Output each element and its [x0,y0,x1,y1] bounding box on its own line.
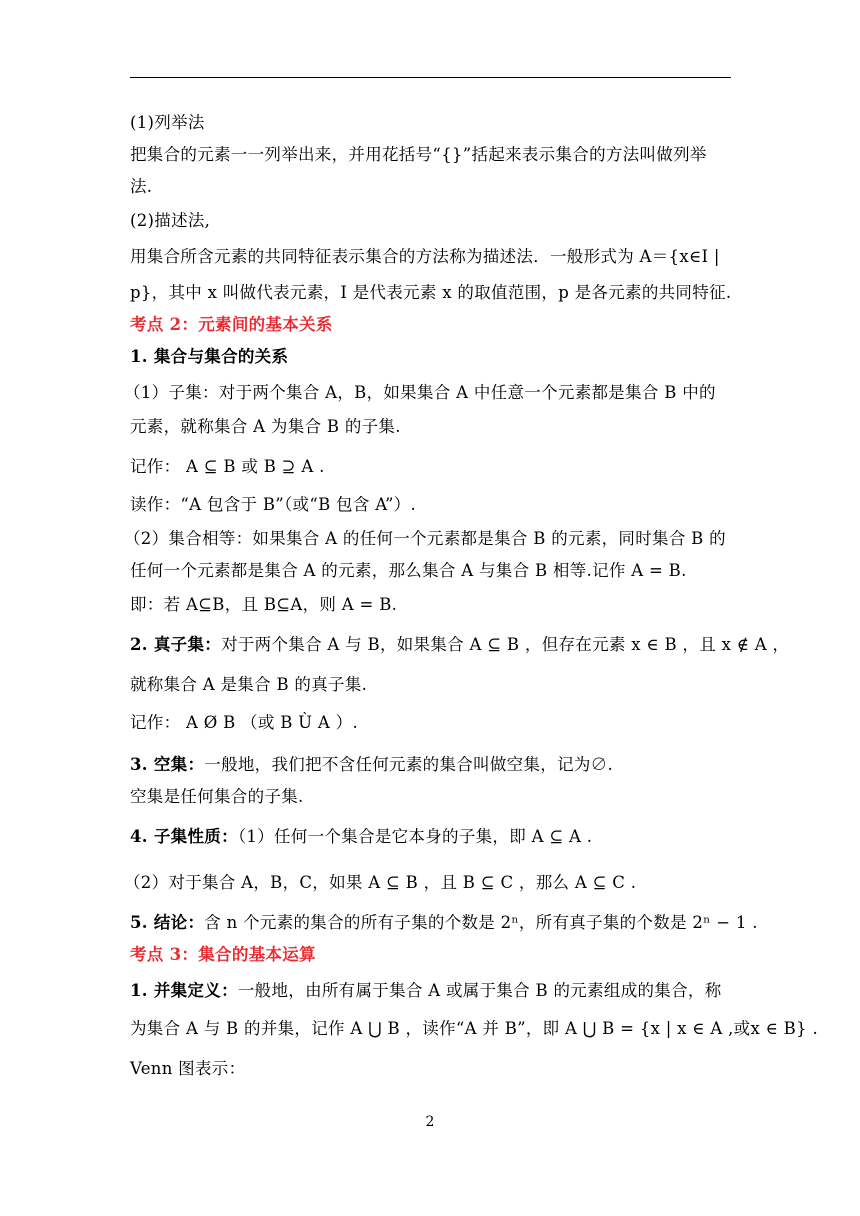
text-line: 法. [130,177,153,196]
section-heading: 考点 2：元素间的基本关系 [130,315,333,334]
text-line: 用集合所含元素的共同特征表示集合的方法称为描述法．一般形式为 A＝{x∈I | [130,247,720,266]
text-line [130,754,613,776]
header-rule [130,77,731,78]
text-line: p}，其中 x 叫做代表元素，I 是代表元素 x 的取值范围，p 是各元素的共同特征. [130,283,732,302]
term-text: 一般地，由所有属于集合 A 或属于集合 B 的元素组成的集合，称 [237,981,722,1000]
subheading: 1. 集合与集合的关系 [130,347,289,366]
text-line: (2)描述法, [130,211,211,230]
term-label: 3. 空集： [130,755,205,774]
text-line: 为集合 A 与 B 的并集，记作 A ⋃ B ，读作“A 并 B”，即 A ⋃ B = {x | x ∈ A ,或x ∈ B} . [130,1019,818,1038]
text-line [130,634,789,656]
term-text: 对于两个集合 A 与 B，如果集合 A ⊆ B ，但存在元素 x ∈ B ，且 x ∉ A ， [221,635,790,654]
term-text: 一般地，我们把不含任何元素的集合叫做空集，记为∅. [204,755,614,774]
page-number: 2 [425,1114,435,1130]
text-line: 即：若 A⊆B，且 B⊆A，则 A = B. [130,595,398,614]
term-text: （1）任何一个集合是它本身的子集，即 A ⊆ A . [237,827,593,846]
term-label: 1. 并集定义： [130,981,238,1000]
text-line: 记作： A ⊆ B 或 B ⊇ A . [130,457,325,476]
text-line: （1）子集：对于两个集合 A，B，如果集合 A 中任意一个元素都是集合 B 中的 [124,383,716,402]
text-line: 读作：“A 包含于 B”（或“B 包含 A”）. [130,495,417,514]
text-line [130,912,758,934]
text-line [130,826,592,848]
text-line: （2）对于集合 A，B，C，如果 A ⊆ B ，且 B ⊆ C ，那么 A ⊆ C . [124,873,637,892]
term-label: 2. 真子集： [130,635,222,654]
text-line: 记作： A Ø B （或 B Ù A ）. [130,713,359,732]
term-text: 含 n 个元素的集合的所有子集的个数是 2ⁿ，所有真子集的个数是 2ⁿ − 1 . [204,913,758,932]
text-line: （2）集合相等：如果集合 A 的任何一个元素都是集合 B 的元素，同时集合 B 的 [124,529,726,548]
text-line: 任何一个元素都是集合 A 的元素，那么集合 A 与集合 B 相等.记作 A = B. [130,561,687,580]
text-line: Venn 图表示： [130,1059,246,1078]
text-line: 空集是任何集合的子集. [130,787,304,806]
text-line: 就称集合 A 是集合 B 的真子集. [130,675,368,694]
text-line [130,980,722,1002]
section-heading: 考点 3：集合的基本运算 [130,945,316,964]
text-line: 把集合的元素一一列举出来，并用花括号“{}”括起来表示集合的方法叫做列举 [130,145,707,164]
text-line: 元素，就称集合 A 为集合 B 的子集. [130,417,401,436]
text-line: (1)列举法 [130,113,205,132]
term-label: 5. 结论： [130,913,205,932]
term-label: 4. 子集性质： [130,827,238,846]
